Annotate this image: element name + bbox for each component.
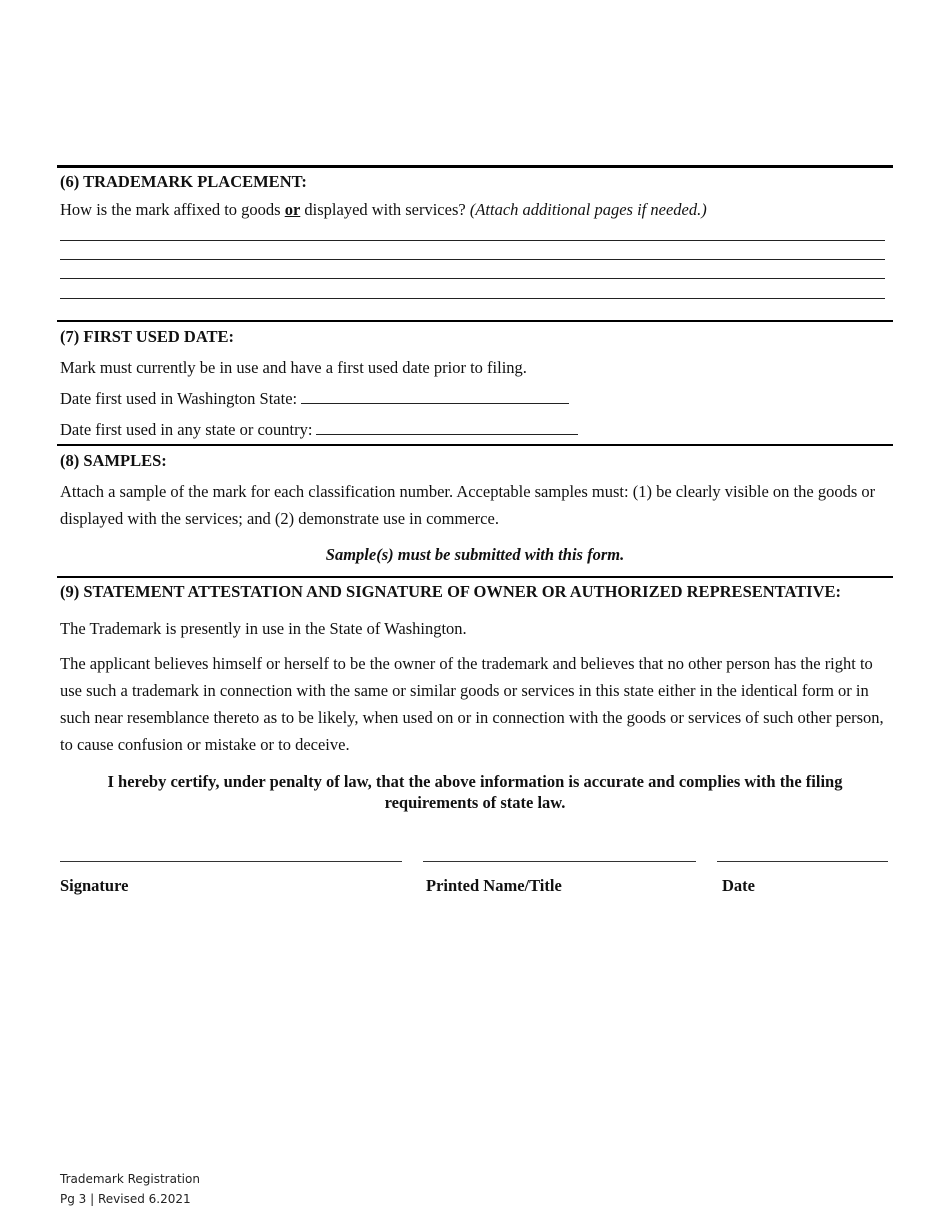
- any-date-field[interactable]: [316, 420, 578, 435]
- section-6-heading: (6) TRADEMARK PLACEMENT:: [60, 172, 307, 191]
- printed-name-line[interactable]: [423, 861, 696, 862]
- wa-date-field[interactable]: [301, 389, 569, 404]
- signature-label: Signature: [60, 876, 129, 895]
- section-7-top-rule: [57, 320, 893, 322]
- placement-answer-line[interactable]: [60, 298, 885, 299]
- section-6-top-rule: [57, 165, 893, 168]
- footer-title: Trademark Registration: [60, 1172, 200, 1186]
- section-8-heading: (8) SAMPLES:: [60, 451, 167, 470]
- section-8-top-rule: [57, 444, 893, 446]
- section-8-body: Attach a sample of the mark for each classification number. Acceptable samples must: (1) be clearly visible on the goods or displayed with the services; and (2) demonstrate use in commerce.: [60, 482, 876, 528]
- wa-date-row: [60, 389, 569, 409]
- question-text-post: displayed with services?: [300, 200, 470, 219]
- placement-answer-line[interactable]: [60, 278, 885, 279]
- footer-page-info: Pg 3 | Revised 6.2021: [60, 1192, 191, 1206]
- date-line[interactable]: [717, 861, 888, 862]
- certification-statement: I hereby certify, under penalty of law, that the above information is accurate and complies with the filing requirements of state law.: [107, 772, 843, 812]
- section-9-heading: (9) STATEMENT ATTESTATION AND SIGNATURE OF OWNER OR AUTHORIZED REPRESENTATIVE:: [60, 582, 841, 601]
- question-text-pre: How is the mark affixed to goods: [60, 200, 285, 219]
- question-text-or: or: [284, 200, 301, 219]
- section-9-top-rule: [57, 576, 893, 578]
- any-date-row: [60, 420, 578, 440]
- in-use-statement: The Trademark is presently in use in the State of Washington.: [60, 619, 467, 638]
- placement-answer-line[interactable]: [60, 240, 885, 241]
- signature-line[interactable]: [60, 861, 402, 862]
- section-7-intro: Mark must currently be in use and have a first used date prior to filing.: [60, 358, 527, 377]
- question-note: (Attach additional pages if needed.): [469, 200, 707, 219]
- date-label: Date: [722, 876, 755, 895]
- belief-statement: The applicant believes himself or herself to be the owner of the trademark and believes that no other person has the right to use such a trademark in connection with the same or similar goods or services in this state either in the identical form or in such near resemblance thereto as to be likely, when used on or in connection with the goods or services of such other person, to cause confusion or mistake or to deceive.: [60, 654, 884, 754]
- printed-name-label: Printed Name/Title: [426, 876, 562, 895]
- placement-answer-line[interactable]: [60, 259, 885, 260]
- section-7-heading: (7) FIRST USED DATE:: [60, 327, 235, 346]
- wa-date-label: Date first used in Washington State:: [60, 389, 298, 408]
- any-date-label: Date first used in any state or country:: [60, 420, 313, 439]
- section-6-question: [60, 200, 707, 220]
- samples-notice: Sample(s) must be submitted with this form.: [325, 545, 625, 564]
